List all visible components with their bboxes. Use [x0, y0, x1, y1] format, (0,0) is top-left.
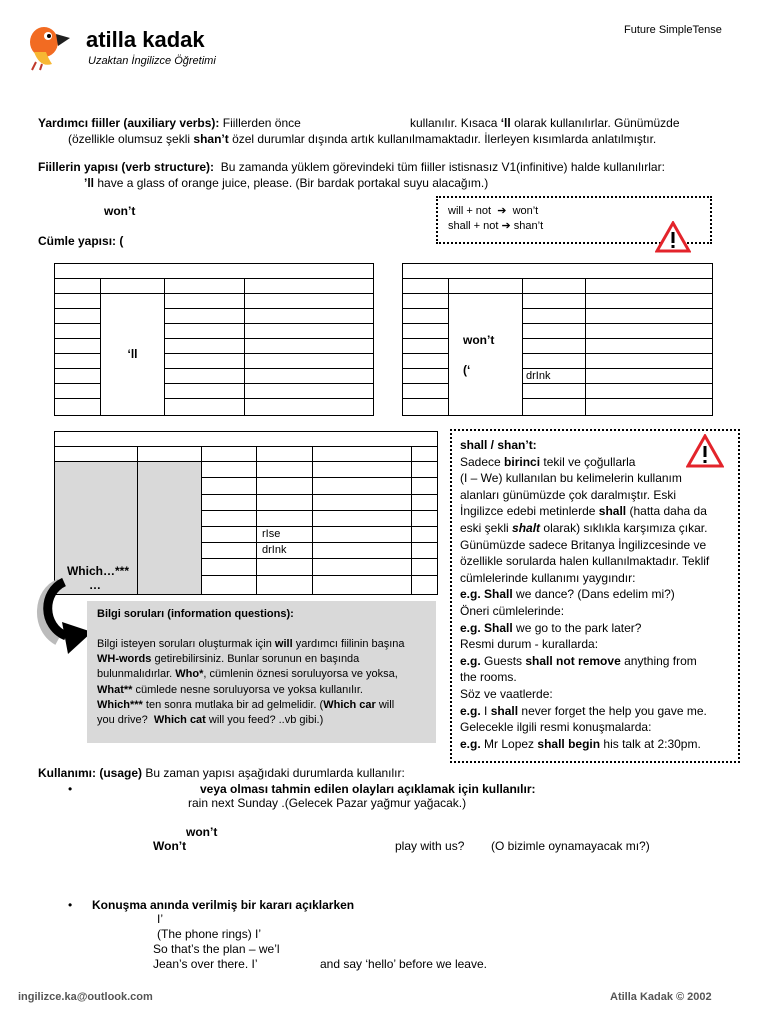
- brand-name: atilla kadak: [86, 27, 205, 52]
- contraction-shall: shall + not ➔ shan’t: [448, 220, 544, 232]
- brand-tagline: Uzaktan İngilizce Öğretimi: [88, 55, 216, 67]
- table3-rise: rIse: [257, 526, 313, 542]
- usage-example-3: (The phone rings) I’: [157, 927, 262, 941]
- usage-bullet-1: veya olması tahmin edilen olayları açıklamak için kullanılır:: [200, 782, 536, 796]
- question-table: [54, 431, 438, 595]
- usage-wont-cap: Won’t: [153, 839, 187, 853]
- usage-line: Kullanımı: (usage) Bu zaman yapısı aşağıdaki durumlarda kullanılır:: [38, 766, 405, 780]
- usage-example-5: Jean’s over there. I’: [153, 957, 258, 971]
- shall-box-text: shall / shan’t: Sadece birinci tekil ve çoğullarla (I – We) kullanılan bu kelimelerin kullanım alanları günümüzde çok daralmıştır. Eski İngilizce edebi metinlerde shall (hatta daha da eski şekli shalt olarak) sıklıkla karşımıza çıkar. Günümüzde sadece Britanya İngilizcesinde ve özellikle sorularda halen kullanılmaktadır. Teklif cümlelerinde kullanımı yaygındır: e.g. Shall we dance? (Dans edelim mi?) Öneri cümlelerinde: e.g. Shall we go to the park later? Resmi durum - kurallarda: e.g. Guests shall not remove anything from the rooms. Söz ve vaatlerde: e.g. I shall never forget the help you gave me. Gelecekle ilgili resmi konuşmalarda: e.g. Mr Lopez shall begin his talk at 2:30pm.: [460, 438, 710, 751]
- wont-label: won’t: [104, 204, 136, 218]
- usage-bullet-2: Konuşma anında verilmiş bir kararı açıklarken: [92, 898, 355, 912]
- usage-example-5b: and say ‘hello’ before we leave.: [320, 957, 487, 971]
- usage-example-4: So that’s the plan – we’l: [153, 942, 280, 956]
- aux-line-2: (özellikle olumsuz şekli shan’t özel durumlar dışında artık kullanılmamaktadır. İlerleyen kısımlarda anlatılmıştır.: [68, 132, 657, 146]
- bullet-icon: •: [68, 898, 73, 912]
- table2-drink: drInk: [523, 369, 586, 384]
- negative-table: [402, 263, 713, 416]
- info-questions-title: Bilgi soruları (information questions):: [97, 608, 294, 620]
- footer-email[interactable]: ingilizce.ka@outlook.com: [18, 991, 153, 1003]
- warning-icon: [655, 221, 691, 253]
- sentence-structure-label: Cümle yapısı: (: [38, 234, 124, 248]
- bullet-icon: •: [68, 782, 73, 796]
- parrot-logo-icon: [22, 22, 78, 72]
- shall-info-box: [450, 429, 740, 763]
- structure-line-2: ’ll have a glass of orange juice, please. (Bir bardak portakal suyu alacağım.): [84, 176, 489, 190]
- usage-play: play with us?: [395, 839, 465, 853]
- usage-example-1: rain next Sunday .(Gelecek Pazar yağmur yağacak.): [188, 796, 467, 810]
- table3-drink: drInk: [257, 543, 313, 559]
- usage-play-tr: (O bizimle oynamayacak mı?): [491, 839, 650, 853]
- contraction-will: will + not ➔ won’t: [448, 205, 539, 217]
- aux-line-1b: kullanılır. Kısaca ‘ll olarak kullanılırlar. Günümüzde: [410, 116, 680, 130]
- doc-title: Future SimpleTense: [624, 24, 722, 36]
- usage-wont: won’t: [186, 825, 218, 839]
- usage-example-2: I’: [157, 912, 163, 926]
- footer-copyright: Atilla Kadak © 2002: [610, 991, 712, 1003]
- table2-wont: won’t (‘: [449, 294, 523, 416]
- table3-which: Which…*** …: [55, 462, 138, 595]
- warning-icon: [686, 434, 724, 468]
- table1-ll: ‘ll: [101, 294, 165, 416]
- aux-line-1: Yardımcı fiiller (auxiliary verbs): Fiillerden önce: [38, 116, 301, 130]
- affirmative-table: [54, 263, 374, 416]
- info-questions-box: [87, 601, 436, 743]
- structure-line-1: Fiillerin yapısı (verb structure): Bu zamanda yüklem görevindeki tüm fiiller istisnasız V1(infinitive) halde kullanılırlar:: [38, 160, 665, 174]
- info-questions-text: Bilgi isteyen soruları oluşturmak için will yardımcı fiilinin başına WH-words getirebilirsiniz. Bunlar sorunun en başında bulunmalıdırlar. Who*, cümlenin öznesi soruluyorsa ve yoksa, What** cümlede nesne soruluyorsa ve yoksa kullanılır. Which*** ten sonra mutlaka bir ad gelmelidir. (Which car will you drive? Which cat will you feed? ..vb gibi.): [97, 638, 405, 727]
